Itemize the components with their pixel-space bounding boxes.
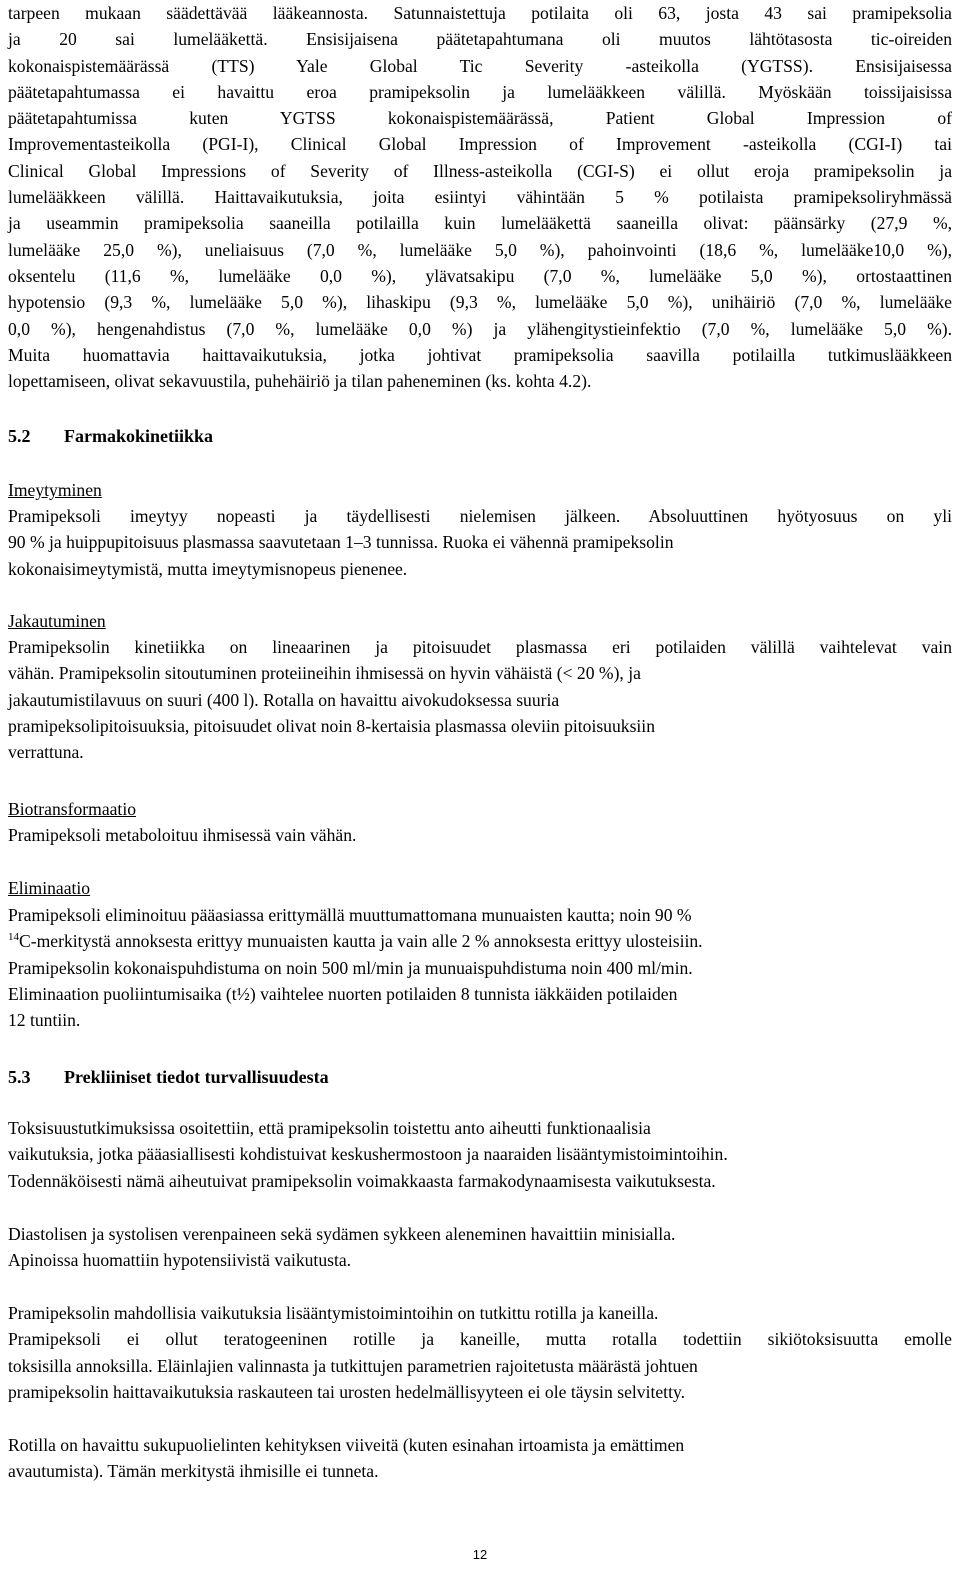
text-line: Eliminaation puoliintumisaika (t½) vaihtelee nuorten potilaiden 8 tunnista iäkkäiden potilaiden	[8, 983, 678, 1004]
text-line: hypotensio (9,3 %, lumelääke 5,0 %), lihaskipu (9,3 %, lumelääke 5,0 %), unihäiriö (7,0 %, lumelääke	[8, 292, 952, 313]
text-line: päätetapahtumassa ei havaittu eroa pramipeksolin ja lumelääkkeen välillä. Myöskään toissijaisissa	[8, 81, 952, 102]
text-line: oksentelu (11,6 %, lumelääke 0,0 %), ylävatsakipu (7,0 %, lumelääke 5,0 %), ortostaattinen	[8, 265, 952, 286]
section-title: Farmakokinetiikka	[64, 426, 214, 446]
text-line: verrattuna.	[8, 742, 84, 763]
text-line: jakautumistilavuus on suuri (400 l). Rotalla on havaittu aivokudoksessa suuria	[8, 689, 560, 710]
text-line: pramipeksolin haittavaikutuksia raskauteen tai urosten hedelmällisyyteen ei ole täysin selvitetty.	[8, 1381, 686, 1402]
text-line: ja 20 sai lumelääkettä. Ensisijaisena päätetapahtumana oli muutos lähtötasosta tic-oireiden	[8, 29, 952, 50]
text-line: lopettamiseen, olivat sekavuustila, puhehäiriö ja tilan paheneminen (ks. kohta 4.2).	[8, 371, 592, 392]
text-line: Diastolisen ja systolisen verenpaineen sekä sydämen sykkeen aleneminen havaittiin minisialla.	[8, 1224, 676, 1244]
text-line: Pramipeksoli metaboloituu ihmisessä vain vähän.	[8, 825, 357, 845]
preclinical-paragraph-1	[8, 1115, 952, 1194]
subheading-distribution: Jakautuminen	[8, 611, 106, 631]
text-line: Pramipeksoli imeytyy nopeasti ja täydellisesti nielemisen jälkeen. Absoluuttinen hyötyosuus on yli	[8, 506, 952, 526]
text-line: Rotilla on havaittu sukupuolielinten kehityksen viiveitä (kuten esinahan irtoamista ja emättimen	[8, 1435, 685, 1455]
text-line: Apinoissa huomattiin hypotensiivistä vaikutusta.	[8, 1250, 352, 1271]
text-line: vaikutuksia, jotka pääasiallisesti kohdistuivat keskushermostoon ja naaraiden lisääntymistoimintoihin.	[8, 1144, 728, 1165]
text-line: vähän. Pramipeksolin sitoutuminen proteiineihin ihmisessä on hyvin vähäistä (< 20 %), ja	[8, 663, 641, 684]
subheading-elimination: Eliminaatio	[8, 878, 91, 898]
text-line: Toksisuustutkimuksissa osoitettiin, että pramipeksolin toistettu anto aiheutti funktionaalisia	[8, 1118, 651, 1138]
text-line: Pramipeksolin mahdollisia vaikutuksia lisääntymistoimintoihin on tutkittu rotilla ja kaneilla.	[8, 1303, 659, 1323]
text-line: 90 % ja huippupitoisuus plasmassa saavutetaan 1–3 tunnissa. Ruoka ei vähennä pramipeksolin	[8, 532, 674, 553]
distribution-paragraph	[8, 634, 952, 765]
subheading-biotransformation: Biotransformaatio	[8, 799, 137, 819]
text-line: Pramipeksoli eliminoituu pääasiassa erittymällä muuttumattomana munuaisten kautta; noin 90 %	[8, 905, 692, 925]
section-number: 5.3	[8, 1067, 31, 1087]
preclinical-paragraph-4	[8, 1432, 952, 1485]
text-line: pramipeksolipitoisuuksia, pitoisuudet olivat noin 8-kertaisia plasmassa oleviin pitoisuuksiin	[8, 715, 655, 736]
text-line: Pramipeksoli ei ollut teratogeeninen rotille ja kaneille, mutta rotalla todettiin sikiötoksisuutta emolle	[8, 1329, 952, 1350]
subheading-absorption: Imeytyminen	[8, 480, 102, 500]
section-heading-5-3	[8, 1064, 329, 1090]
text-line: tarpeen mukaan säädettävää lääkeannosta. Satunnaistettuja potilaita oli 63, josta 43 sai pramipeksolia	[8, 3, 952, 23]
text-line: toksisilla annoksilla. Eläinlajien valinnasta ja tutkittujen parametrien rajoitetusta määrästä johtuen	[8, 1355, 698, 1376]
text-line: Improvementasteikolla (PGI-I), Clinical Global Impression of Improvement -asteikolla (CGI-I) tai	[8, 134, 952, 155]
text-line: lumelääkkeen välillä. Haittavaikutuksia, joita esiintyi vähintään 5 % potilaista pramipeksoliryhmässä	[8, 187, 952, 208]
elimination-paragraph	[8, 902, 952, 1033]
text-line: lumelääke 25,0 %), uneliaisuus (7,0 %, lumelääke 5,0 %), pahoinvointi (18,6 %, lumelääke10,0 %),	[8, 239, 952, 260]
absorption-paragraph	[8, 503, 952, 582]
biotransformation-paragraph	[8, 822, 952, 848]
text-line: avautumista). Tämän merkitystä ihmisille ei tunneta.	[8, 1461, 379, 1482]
page-number: 12	[472, 1547, 488, 1562]
text-line: 0,0 %), hengenahdistus (7,0 %, lumelääke 0,0 %) ja ylähengitystieinfektio (7,0 %, lumelääke 5,0 %).	[8, 318, 952, 339]
text-line: kokonaispistemäärässä (TTS) Yale Global Tic Severity -asteikolla (YGTSS). Ensisijaisessa	[8, 55, 952, 76]
text-line-isotope	[8, 928, 952, 954]
text-line: Clinical Global Impressions of Severity of Illness-asteikolla (CGI-S) ei ollut eroja pramipeksolin ja	[8, 160, 952, 181]
section-number: 5.2	[8, 426, 31, 446]
preclinical-paragraph-3	[8, 1300, 952, 1405]
text-line: ja useammin pramipeksolia saaneilla potilailla kuin lumelääkettä saaneilla olivat: päänsärky (27,9 %,	[8, 213, 952, 234]
section-heading-5-2	[8, 423, 213, 449]
section-title: Prekliiniset tiedot turvallisuudesta	[64, 1067, 329, 1087]
text-line: Muita huomattavia haittavaikutuksia, jotka johtivat pramipeksolia saavilla potilailla tutkimuslääkkeen	[8, 344, 952, 365]
preclinical-paragraph-2	[8, 1221, 952, 1274]
text-line: Todennäköisesti nämä aiheutuivat pramipeksolin voimakkaasta farmakodynaamisesta vaikutuksesta.	[8, 1170, 716, 1191]
text-line: Pramipeksolin kinetiikka on lineaarinen ja pitoisuudet plasmassa eri potilaiden välillä vaihtelevat vain	[8, 637, 952, 657]
text-line: päätetapahtumissa kuten YGTSS kokonaispistemäärässä, Patient Global Impression of	[8, 108, 952, 129]
text-line: 12 tuntiin.	[8, 1010, 81, 1031]
isotope-superscript: 14	[8, 931, 19, 944]
text-line: kokonaisimeytymistä, mutta imeytymisnopeus pienenee.	[8, 558, 408, 579]
text-line: Pramipeksolin kokonaispuhdistuma on noin 500 ml/min ja munuaispuhdistuma noin 400 ml/min.	[8, 957, 693, 978]
text-fragment: C-merkitystä annoksesta erittyy munuaisten kautta ja vain alle 2 % annoksesta erittyy ulosteisiin.	[19, 931, 703, 952]
intro-paragraph	[8, 0, 952, 394]
